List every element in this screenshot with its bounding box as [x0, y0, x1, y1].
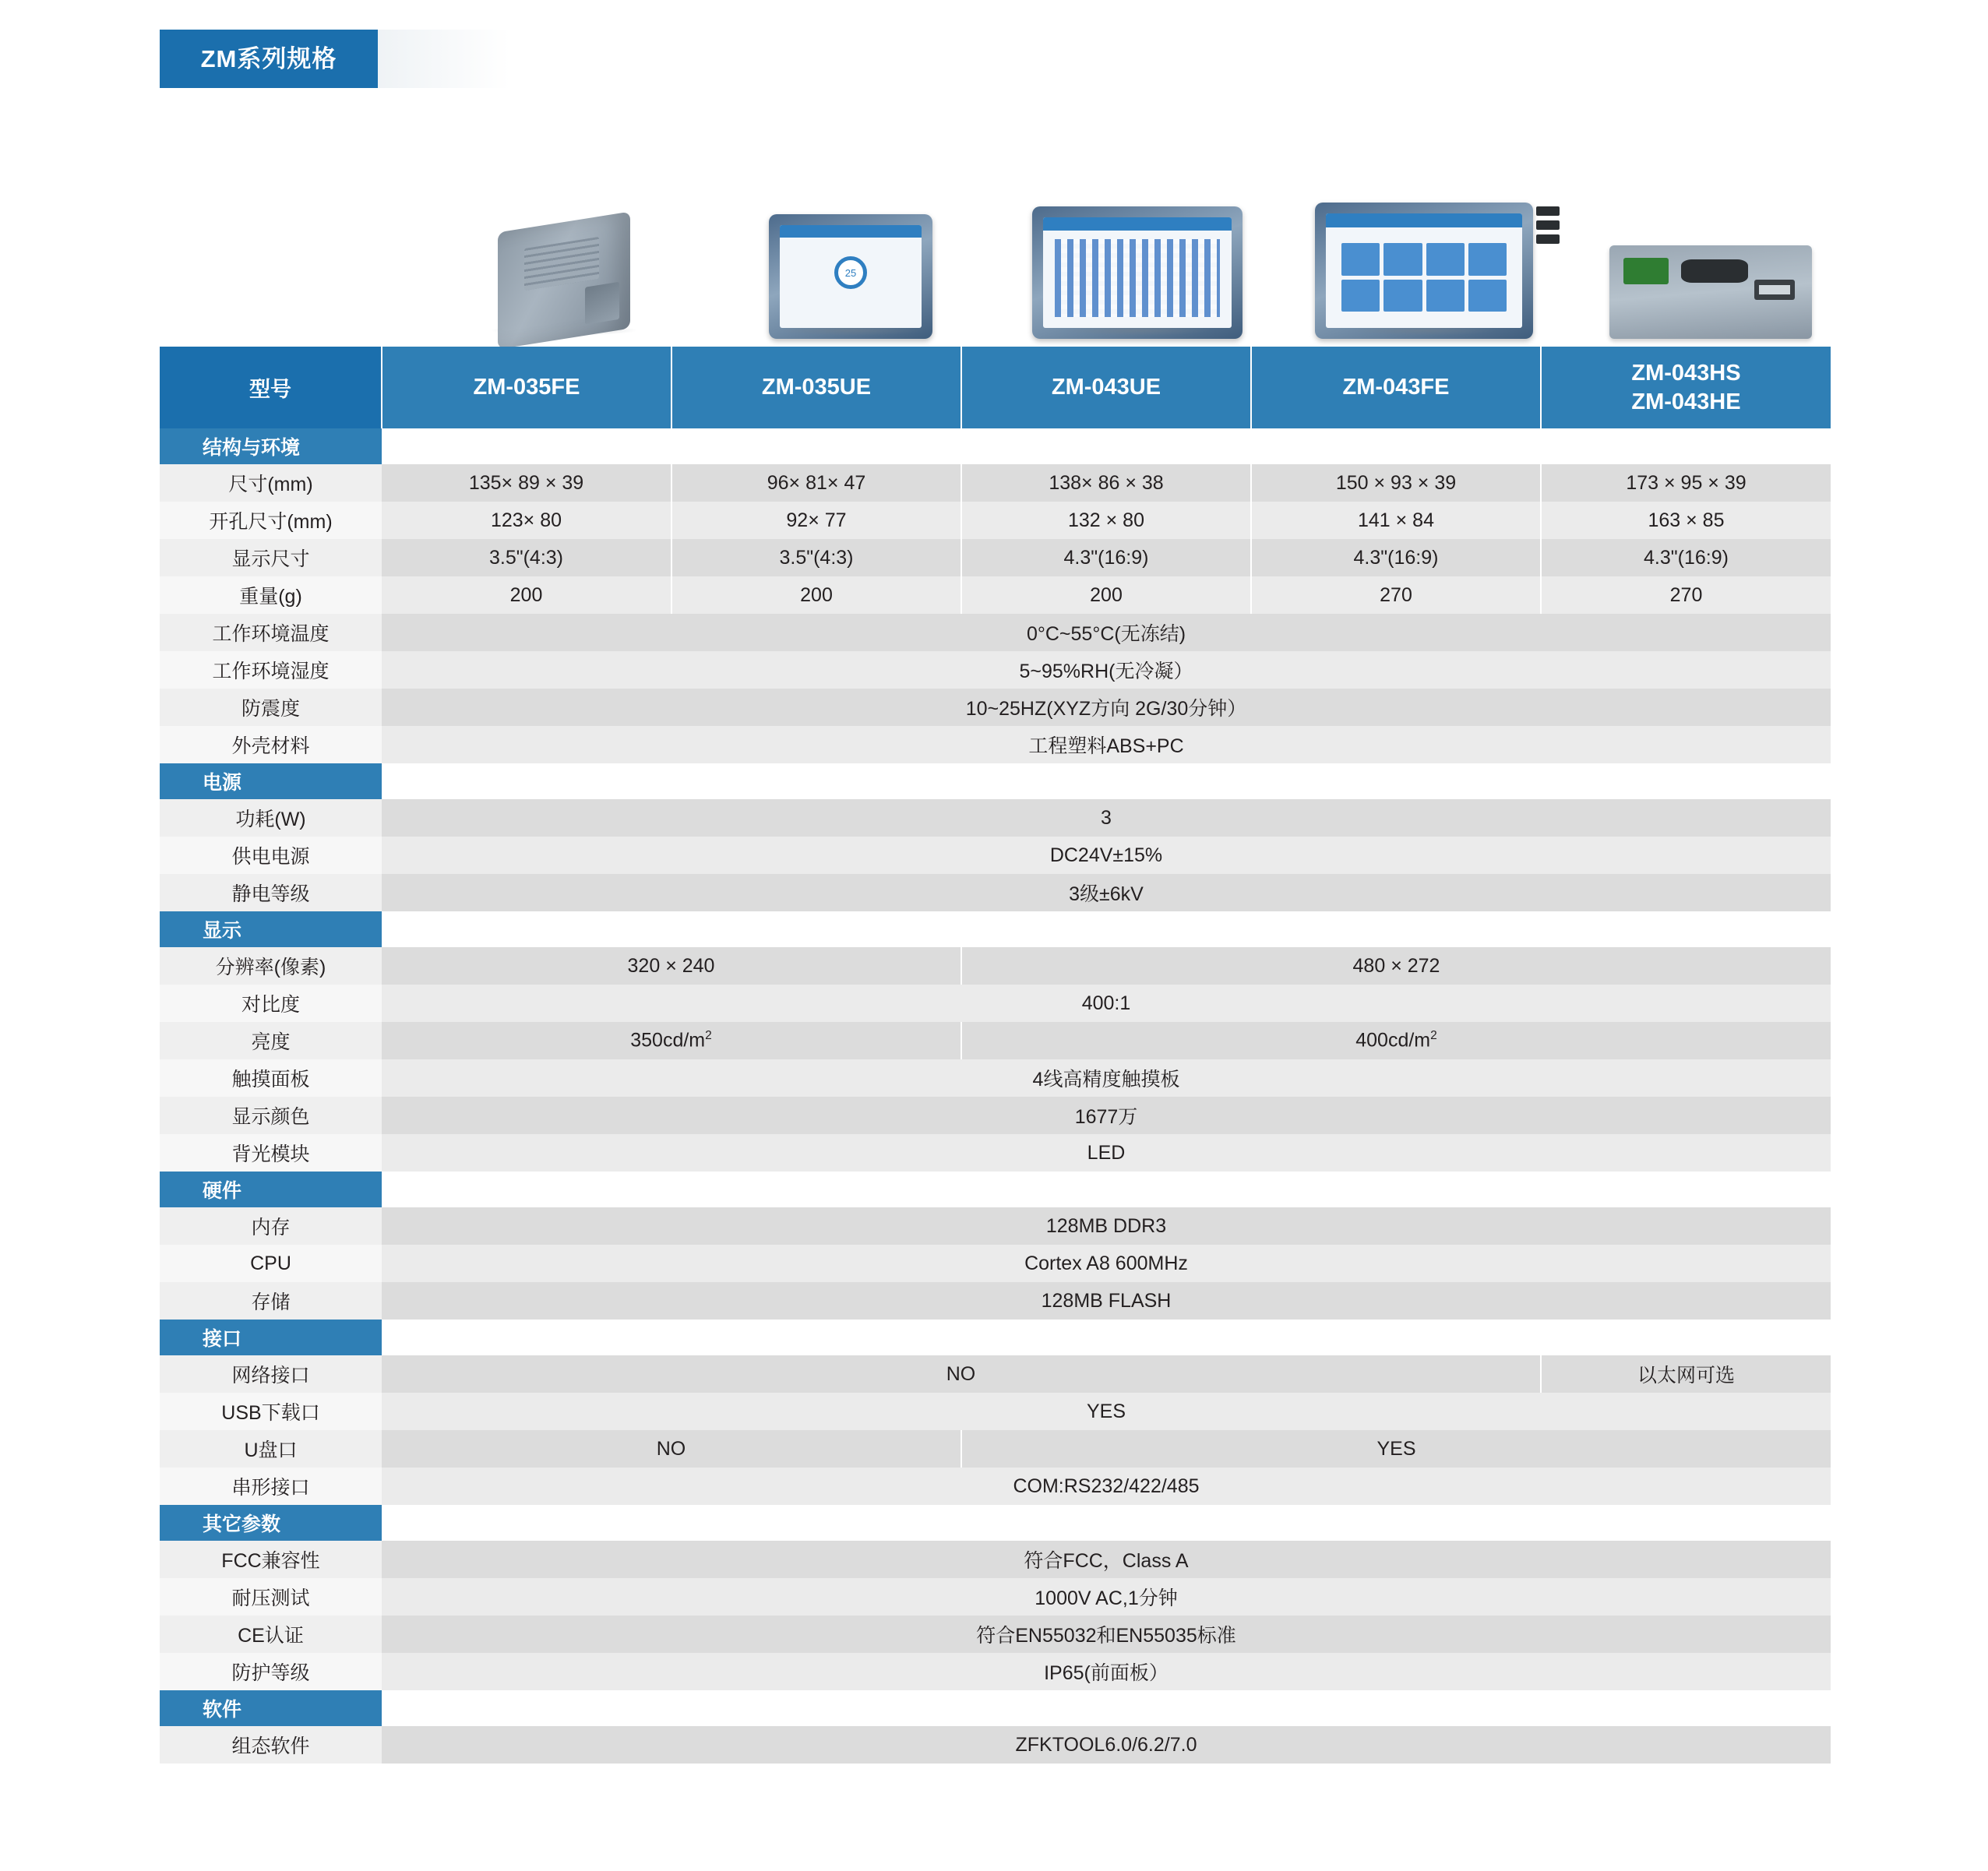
- row-label: 网络接口: [160, 1355, 382, 1393]
- row-label: FCC兼容性: [160, 1541, 382, 1578]
- row-value: 3级±6kV: [382, 874, 1831, 911]
- table-row: [160, 1022, 1831, 1059]
- row-label: 功耗(W): [160, 799, 382, 837]
- section-row: [160, 1505, 1831, 1541]
- table-row: [160, 1578, 1831, 1616]
- row-value: 96× 81× 47: [671, 464, 961, 502]
- row-value: 200: [961, 576, 1251, 614]
- row-label: USB下载口: [160, 1393, 382, 1430]
- row-value: 4.3"(16:9): [1251, 539, 1541, 576]
- row-value: 3: [382, 799, 1831, 837]
- table-row: [160, 689, 1831, 726]
- row-value: 150 × 93 × 39: [1251, 464, 1541, 502]
- screen-gauge-icon: 25: [834, 256, 867, 289]
- row-value: 141 × 84: [1251, 502, 1541, 539]
- row-value: 5~95%RH(无冷凝）: [382, 651, 1831, 689]
- section-title: 显示: [160, 911, 382, 947]
- row-value: COM:RS232/422/485: [382, 1468, 1831, 1505]
- table-row: [160, 874, 1831, 911]
- table-row: [160, 539, 1831, 576]
- section-spacer: [382, 428, 1831, 464]
- row-value: 135× 89 × 39: [382, 464, 671, 502]
- header-cell-model-5: ZM-043HS ZM-043HE: [1541, 347, 1831, 428]
- row-label: 重量(g): [160, 576, 382, 614]
- header-cell-model-2: ZM-035UE: [671, 347, 961, 428]
- row-value: 480 × 272: [961, 947, 1831, 985]
- row-value: 123× 80: [382, 502, 671, 539]
- table-row: [160, 1393, 1831, 1430]
- device-screen: [780, 225, 922, 328]
- screen-titlebar: [1326, 213, 1522, 227]
- row-value: 以太网可选: [1541, 1355, 1831, 1393]
- row-label: U盘口: [160, 1430, 382, 1468]
- row-value: 符合FCC，Class A: [382, 1541, 1831, 1578]
- row-value: 10~25HZ(XYZ方向 2G/30分钟）: [382, 689, 1831, 726]
- device-screen: [1326, 213, 1522, 328]
- device-io-rear-icon: [1609, 245, 1812, 339]
- page-title: ZM系列规格: [200, 45, 337, 72]
- row-value: 符合EN55032和EN55035标准: [382, 1616, 1831, 1653]
- row-value: NO: [382, 1430, 961, 1468]
- row-value: 1677万: [382, 1097, 1831, 1134]
- table-row: [160, 576, 1831, 614]
- screen-button-blocks: [1341, 243, 1507, 312]
- row-label: 亮度: [160, 1022, 382, 1059]
- row-label: 内存: [160, 1207, 382, 1245]
- row-label: 组态软件: [160, 1726, 382, 1764]
- table-row: [160, 1207, 1831, 1245]
- table-header-row: [160, 347, 1831, 428]
- product-image-zm-043ue: [994, 183, 1281, 339]
- table-row: [160, 651, 1831, 689]
- row-value: 270: [1251, 576, 1541, 614]
- row-value: YES: [961, 1430, 1831, 1468]
- usb-port-icon: [1754, 280, 1795, 300]
- table-row: [160, 799, 1831, 837]
- table-row: [160, 1059, 1831, 1097]
- device-front-view-icon: [1315, 203, 1533, 339]
- section-title: 结构与环境: [160, 428, 382, 464]
- section-spacer: [382, 1505, 1831, 1541]
- row-value: 320 × 240: [382, 947, 961, 985]
- screen-keypad-grid: [1055, 239, 1221, 316]
- section-spacer: [382, 911, 1831, 947]
- section-row: [160, 428, 1831, 464]
- product-image-zm-043fe: [1281, 183, 1567, 339]
- row-value: 3.5"(4:3): [382, 539, 671, 576]
- row-value: DC24V±15%: [382, 837, 1831, 874]
- row-label: CE认证: [160, 1616, 382, 1653]
- section-row: [160, 1690, 1831, 1726]
- table-row: [160, 1430, 1831, 1468]
- table-row: [160, 1541, 1831, 1578]
- table-row: [160, 985, 1831, 1022]
- row-label: 供电电源: [160, 837, 382, 874]
- row-label: 防护等级: [160, 1653, 382, 1690]
- product-image-zm-043hs: [1567, 183, 1854, 339]
- product-image-strip: [421, 160, 1854, 339]
- specification-table: [160, 347, 1831, 1764]
- row-value: 128MB DDR3: [382, 1207, 1831, 1245]
- section-title: 其它参数: [160, 1505, 382, 1541]
- row-value: 4线高精度触摸板: [382, 1059, 1831, 1097]
- row-value: IP65(前面板）: [382, 1653, 1831, 1690]
- row-value: ZFKTOOL6.0/6.2/7.0: [382, 1726, 1831, 1764]
- header-cell-model-3: ZM-043UE: [961, 347, 1251, 428]
- row-label: 对比度: [160, 985, 382, 1022]
- table-row: [160, 726, 1831, 763]
- section-title: 电源: [160, 763, 382, 799]
- page-header-banner: [160, 30, 510, 88]
- device-front-view-icon: [1032, 206, 1242, 339]
- row-value: YES: [382, 1393, 1831, 1430]
- table-row: [160, 1282, 1831, 1320]
- header-cell-model-4: ZM-043FE: [1251, 347, 1541, 428]
- row-label: 工作环境温度: [160, 614, 382, 651]
- row-label: 背光模块: [160, 1134, 382, 1172]
- row-value: 3.5"(4:3): [671, 539, 961, 576]
- table-row: [160, 1245, 1831, 1282]
- row-value: NO: [382, 1355, 1541, 1393]
- row-value: 163 × 85: [1541, 502, 1831, 539]
- row-label: 触摸面板: [160, 1059, 382, 1097]
- table-row: [160, 837, 1831, 874]
- row-value: 128MB FLASH: [382, 1282, 1831, 1320]
- screen-titlebar: [780, 225, 922, 238]
- row-value: 0°C~55°C(无冻结): [382, 614, 1831, 651]
- row-value: 270: [1541, 576, 1831, 614]
- row-value: 173 × 95 × 39: [1541, 464, 1831, 502]
- product-image-zm-035fe: [421, 183, 707, 339]
- row-value: 工程塑料ABS+PC: [382, 726, 1831, 763]
- serial-port-icon: [1681, 259, 1748, 283]
- row-value: 132 × 80: [961, 502, 1251, 539]
- row-value: 138× 86 × 38: [961, 464, 1251, 502]
- vent-grille-icon: [524, 237, 599, 291]
- screen-titlebar: [1043, 217, 1232, 231]
- row-value: 200: [671, 576, 961, 614]
- row-label: 显示颜色: [160, 1097, 382, 1134]
- row-value: 92× 77: [671, 502, 961, 539]
- row-value: LED: [382, 1134, 1831, 1172]
- row-label: 耐压测试: [160, 1578, 382, 1616]
- header-cell-model: 型号: [160, 347, 382, 428]
- row-label: 外壳材料: [160, 726, 382, 763]
- section-spacer: [382, 1320, 1831, 1355]
- table-row: [160, 464, 1831, 502]
- row-label: 分辨率(像素): [160, 947, 382, 985]
- row-value: 1000V AC,1分钟: [382, 1578, 1831, 1616]
- section-title: 接口: [160, 1320, 382, 1355]
- device-rear-view-icon: [498, 212, 630, 350]
- section-title: 软件: [160, 1690, 382, 1726]
- table-row: [160, 1134, 1831, 1172]
- row-label: 开孔尺寸(mm): [160, 502, 382, 539]
- row-label: 显示尺寸: [160, 539, 382, 576]
- section-spacer: [382, 1172, 1831, 1207]
- table-row: [160, 1355, 1831, 1393]
- row-label: 静电等级: [160, 874, 382, 911]
- row-value: 200: [382, 576, 671, 614]
- row-label: 存储: [160, 1282, 382, 1320]
- row-value: 4.3"(16:9): [1541, 539, 1831, 576]
- row-label: 尺寸(mm): [160, 464, 382, 502]
- section-title: 硬件: [160, 1172, 382, 1207]
- row-value: 400:1: [382, 985, 1831, 1022]
- side-indicator-lights: [1536, 206, 1560, 244]
- section-spacer: [382, 1690, 1831, 1726]
- section-row: [160, 1172, 1831, 1207]
- device-front-view-icon: [769, 214, 932, 339]
- section-spacer: [382, 763, 1831, 799]
- table-row: [160, 947, 1831, 985]
- row-label: 串形接口: [160, 1468, 382, 1505]
- row-value: 4.3"(16:9): [961, 539, 1251, 576]
- row-value: Cortex A8 600MHz: [382, 1245, 1831, 1282]
- section-row: [160, 911, 1831, 947]
- table-row: [160, 1653, 1831, 1690]
- device-screen: [1043, 217, 1232, 328]
- table-row: [160, 1616, 1831, 1653]
- row-label: 工作环境湿度: [160, 651, 382, 689]
- table-row: [160, 614, 1831, 651]
- table-row: [160, 1726, 1831, 1764]
- table-row: [160, 502, 1831, 539]
- table-row: [160, 1468, 1831, 1505]
- row-label: 防震度: [160, 689, 382, 726]
- header-cell-model-1: ZM-035FE: [382, 347, 671, 428]
- row-value: $350cd/m^2$: [382, 1022, 961, 1059]
- table-row: [160, 1097, 1831, 1134]
- section-row: [160, 1320, 1831, 1355]
- row-label: CPU: [160, 1245, 382, 1282]
- product-image-zm-035ue: [707, 183, 994, 339]
- row-value: $400cd/m^2$: [961, 1022, 1831, 1059]
- power-terminal-icon: [1623, 258, 1669, 284]
- section-row: [160, 763, 1831, 799]
